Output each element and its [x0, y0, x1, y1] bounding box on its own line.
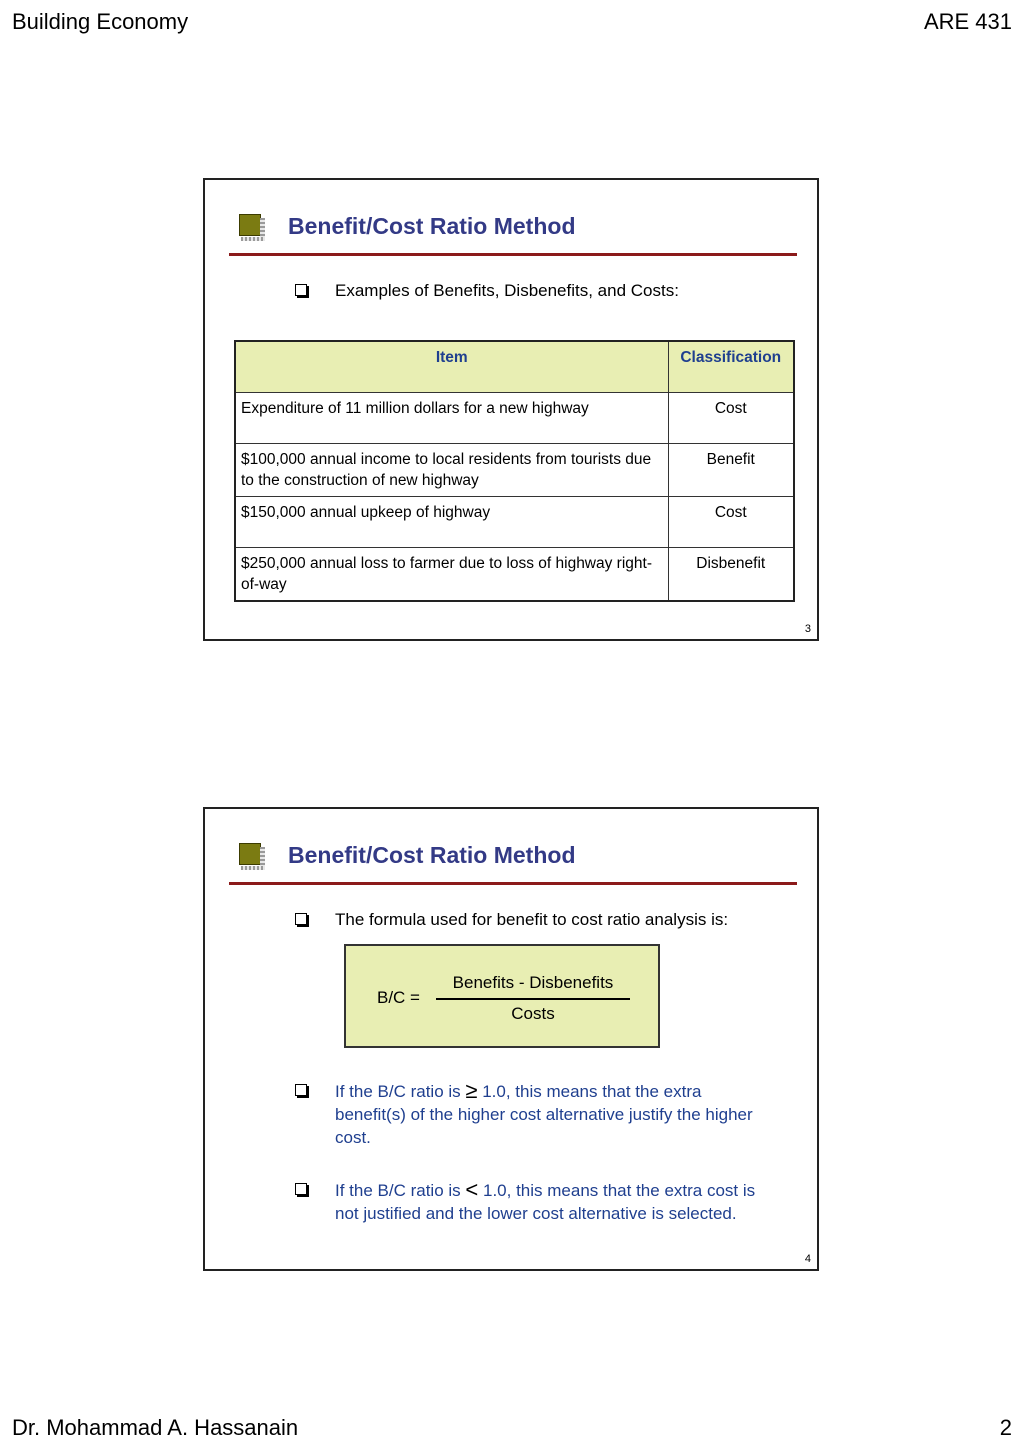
checkbox-bullet-icon — [295, 913, 307, 925]
table-cell-item: $100,000 annual income to local residents from tourists due to the construction of new highway — [235, 444, 668, 497]
table-cell-item: $250,000 annual loss to farmer due to loss of highway right-of-way — [235, 548, 668, 602]
greater-or-equal-symbol: ≥ — [465, 1078, 478, 1103]
slide-number: 4 — [804, 1253, 811, 1265]
formula-box — [344, 944, 660, 1048]
title-divider — [229, 253, 797, 256]
table-row — [235, 548, 794, 602]
table-cell-item: $150,000 annual upkeep of highway — [235, 497, 668, 548]
bullet-text — [335, 1178, 765, 1225]
table-cell-classification: Disbenefit — [668, 548, 794, 602]
slide-3 — [203, 178, 819, 641]
title-divider — [229, 882, 797, 885]
classification-table — [234, 340, 795, 602]
footer-page-number: 2 — [999, 1415, 1012, 1440]
checkbox-bullet-icon — [295, 284, 307, 296]
formula-lhs: B/C = — [377, 988, 420, 1007]
bullet-text-pre: If the B/C ratio is — [335, 1181, 461, 1200]
less-than-symbol: < — [465, 1177, 479, 1202]
fraction-bar — [436, 998, 630, 1000]
bullet-item — [295, 1079, 765, 1149]
checkbox-bullet-icon — [295, 1084, 307, 1096]
column-header-item: Item — [235, 341, 668, 393]
logo-shadow-icon — [241, 237, 265, 241]
logo-shadow-icon — [241, 866, 265, 870]
table-cell-classification: Cost — [668, 497, 794, 548]
table-row — [235, 497, 794, 548]
table-header-row — [235, 341, 794, 393]
bullet-text — [335, 1079, 765, 1149]
formula-denominator: Costs — [511, 1004, 555, 1023]
bullet-text: The formula used for benefit to cost ratio analysis is: — [335, 910, 729, 929]
logo-icon — [239, 214, 261, 236]
table-cell-item: Expenditure of 11 million dollars for a new highway — [235, 393, 668, 444]
column-header-classification: Classification — [668, 341, 794, 393]
checkbox-bullet-icon — [295, 1183, 307, 1195]
slide-number: 3 — [804, 623, 811, 635]
bullet-item — [295, 279, 795, 302]
slide-title: Benefit/Cost Ratio Method — [288, 842, 576, 868]
logo-icon — [239, 843, 261, 865]
bullet-text-pre: If the B/C ratio is — [335, 1082, 461, 1101]
table-row — [235, 393, 794, 444]
bullet-text-post: 1.0, this means that the extra benefit(s) of the higher cost alternative justify the higher cost. — [335, 1082, 753, 1147]
slide-4 — [203, 807, 819, 1271]
table-row — [235, 444, 794, 497]
bullet-item — [295, 908, 795, 931]
table-cell-classification: Benefit — [668, 444, 794, 497]
table-cell-classification: Cost — [668, 393, 794, 444]
formula-numerator: Benefits - Disbenefits — [452, 973, 614, 992]
footer-author: Dr. Mohammad A. Hassanain — [12, 1415, 299, 1440]
bullet-text: Examples of Benefits, Disbenefits, and Costs: — [335, 281, 679, 300]
header-course-title: Building Economy — [12, 9, 189, 34]
slide-title: Benefit/Cost Ratio Method — [288, 213, 576, 239]
bullet-item — [295, 1178, 765, 1225]
header-course-code: ARE 431 — [923, 9, 1012, 34]
bullet-text-post: 1.0, this means that the extra cost is not justified and the lower cost alternative is selected. — [335, 1181, 756, 1223]
